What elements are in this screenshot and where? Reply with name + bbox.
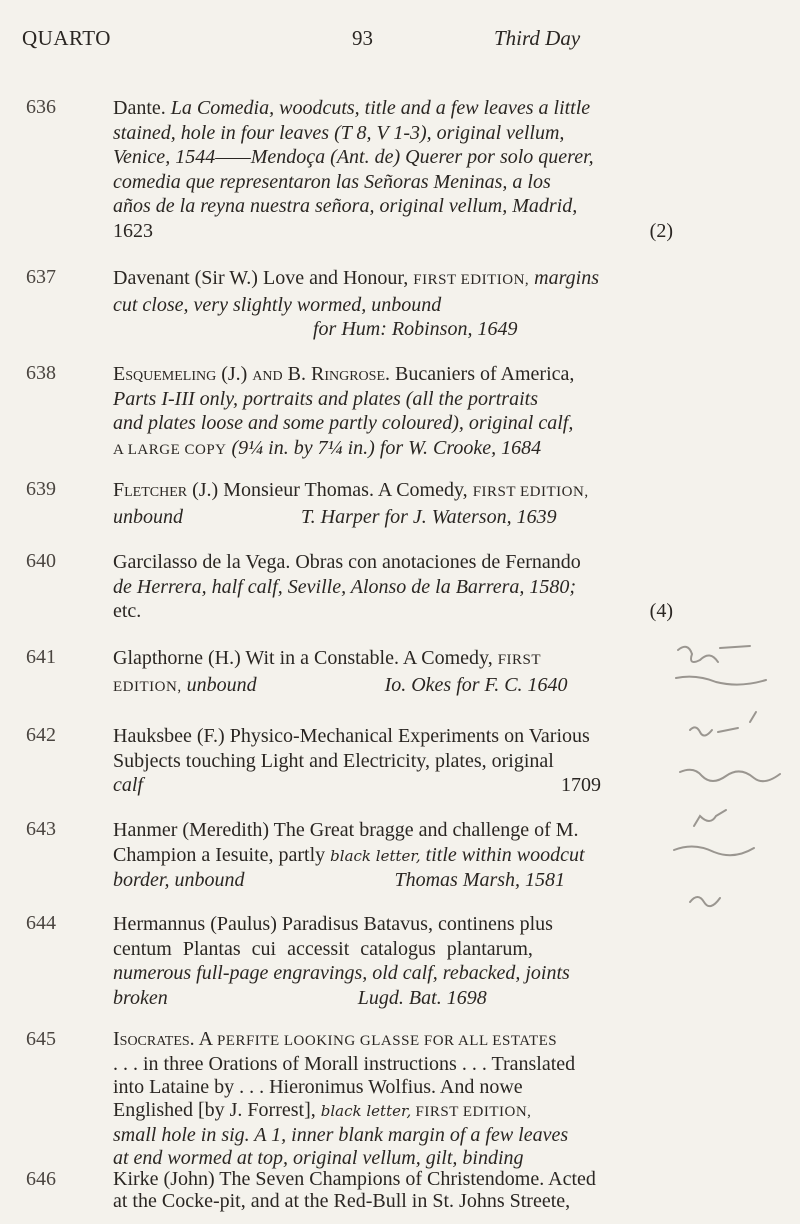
author: Isocrates. [113,1028,195,1050]
lot-number: 641 [26,646,56,668]
pencil-mark [674,810,754,855]
imprint: Thomas Marsh, 1581 [394,869,566,891]
description-line: etc. (4) [113,600,673,622]
author: Davenant (Sir W.) [113,267,258,289]
description-line: stained, hole in four leaves (T 8, V 1-3), original vellum, [113,121,565,144]
description-line: Hauksbee (F.) Physico-Mechanical Experiments on Various [113,725,590,747]
description-line: cut close, very slightly wormed, unbound [113,293,442,316]
lot-description [113,96,673,243]
lot-number: 640 [26,550,56,572]
pencil-annotations [670,640,790,940]
author: Fletcher (J.) [113,479,219,501]
imprint: Lugd. Bat. 1698 [357,986,487,1009]
lot-number: 644 [26,912,56,934]
item-count: (2) [649,219,673,242]
description-line: into Lataine by . . . Hieronimus Wolfius. And nowe [113,1076,523,1098]
description-line: Hermannus (Paulus) Paradisus Batavus, continens plus [113,913,553,935]
imprint: T. Harper for J. Waterson, 1639 [301,505,557,528]
author: Esquemeling (J.) and B. Ringrose. [113,363,390,385]
description-line: Isocrates. A PERFITE LOOKING GLASSE FOR ALL ESTATES [113,1028,558,1050]
header-sale-day: Third Day [494,26,581,50]
description-line: small hole in sig. A 1, inner blank margin of a few leaves [113,1124,569,1146]
pencil-mark [680,770,780,781]
lot-number: 643 [26,818,56,840]
header-format: QUARTO [22,26,111,50]
description-line: Davenant (Sir W.) Love and Honour, FIRST EDITION, margins [113,267,599,289]
lot-number: 637 [26,266,56,288]
description-line: A LARGE COPY (9¼ in. by 7¼ in.) for W. Crooke, 1684 [113,436,542,459]
description-line: Esquemeling (J.) and B. Ringrose. Bucaniers of America, [113,363,575,385]
author: Hauksbee (F.) [113,725,225,747]
lot-number: 639 [26,478,56,500]
description-line: Garcilasso de la Vega. Obras con anotaciones de Fernando [113,551,581,573]
description-line: unbound T. Harper for J. Waterson, 1639 [113,505,557,528]
pencil-mark [690,897,720,906]
lot-number: 638 [26,362,56,384]
author: Hanmer (Meredith) [113,819,270,841]
imprint-date: 1709 [561,774,601,796]
lot-number: 646 [26,1168,56,1190]
description-line: Fletcher (J.) Monsieur Thomas. A Comedy, FIRST EDITION, [113,479,589,501]
description-line: centum Plantas cui accessit catalogus plantarum, [113,937,533,960]
imprint: for Hum: Robinson, 1649 [313,318,518,340]
description-line: calf 1709 [113,774,601,796]
description-line: Parts I-III only, portraits and plates (all the portraits [113,387,538,410]
description-line: años de la reyna nuestra señora, original vellum, Madrid, [113,195,578,217]
description-line: Englished [by J. Forrest], black letter, FIRST EDITION, [113,1099,532,1121]
description-line: Dante. La Comedia, woodcuts, title and a few leaves a little [113,97,591,119]
description-line: Glapthorne (H.) Wit in a Constable. A Comedy, FIRST [113,647,542,669]
lot-description [113,912,673,1010]
description-line: at the Cocke-pit, and at the Red-Bull in St. Johns Streete, [113,1190,571,1212]
description-line: broken Lugd. Bat. 1698 [113,986,487,1009]
description-line: . . . in three Orations of Morall instructions . . . Translated [113,1053,576,1075]
description-line [113,219,673,244]
lot-description [113,1168,673,1212]
author: Kirke (John) [113,1168,215,1190]
lot-description [113,818,673,893]
description-line: Venice, 1544——Mendoça (Ant. de) Querer por solo querer, [113,146,594,168]
item-count: (4) [649,600,673,622]
lot-number: 645 [26,1028,56,1050]
lot-number: 636 [26,96,56,118]
lot-description [113,646,673,699]
description-line: Hanmer (Meredith) The Great bragge and challenge of M. [113,819,579,841]
author: Dante. [113,97,166,119]
description-line: at end wormed at top, original vellum, gilt, binding [113,1147,524,1169]
lot-number: 642 [26,724,56,746]
running-header [0,26,800,56]
lot-description [113,266,673,342]
author: Hermannus (Paulus) [113,913,277,935]
imprint: Io. Okes for F. C. 1640 [384,673,568,696]
description-line: EDITION, unbound Io. Okes for F. C. 1640 [113,673,568,696]
lot-description [113,1028,673,1170]
description-line: Kirke (John) The Seven Champions of Christendome. Acted [113,1168,596,1190]
page-number: 93 [352,26,373,50]
description-line: Champion a Iesuite, partly black letter, title within woodcut [113,843,585,866]
description-line: Subjects touching Light and Electricity, plates, original [113,749,554,772]
lot-description [113,550,673,624]
lot-description [113,724,673,798]
pencil-mark [676,677,766,685]
description-line: numerous full-page engravings, old calf, rebacked, joints [113,962,570,984]
lot-description [113,362,673,462]
description-line: border, unbound Thomas Marsh, 1581 [113,869,566,891]
author: Glapthorne (H.) [113,647,241,669]
description-line: comedia que representaron las Señoras Meninas, a los [113,170,551,193]
imprint-date: 1623 [113,219,153,242]
author: Garcilasso de la Vega. [113,551,291,573]
lot-description [113,478,673,529]
pencil-mark [678,646,750,662]
pencil-mark [690,712,756,736]
description-line: and plates loose and some partly coloured), original calf, [113,412,574,434]
description-line: de Herrera, half calf, Seville, Alonso de la Barrera, 1580; [113,575,577,598]
